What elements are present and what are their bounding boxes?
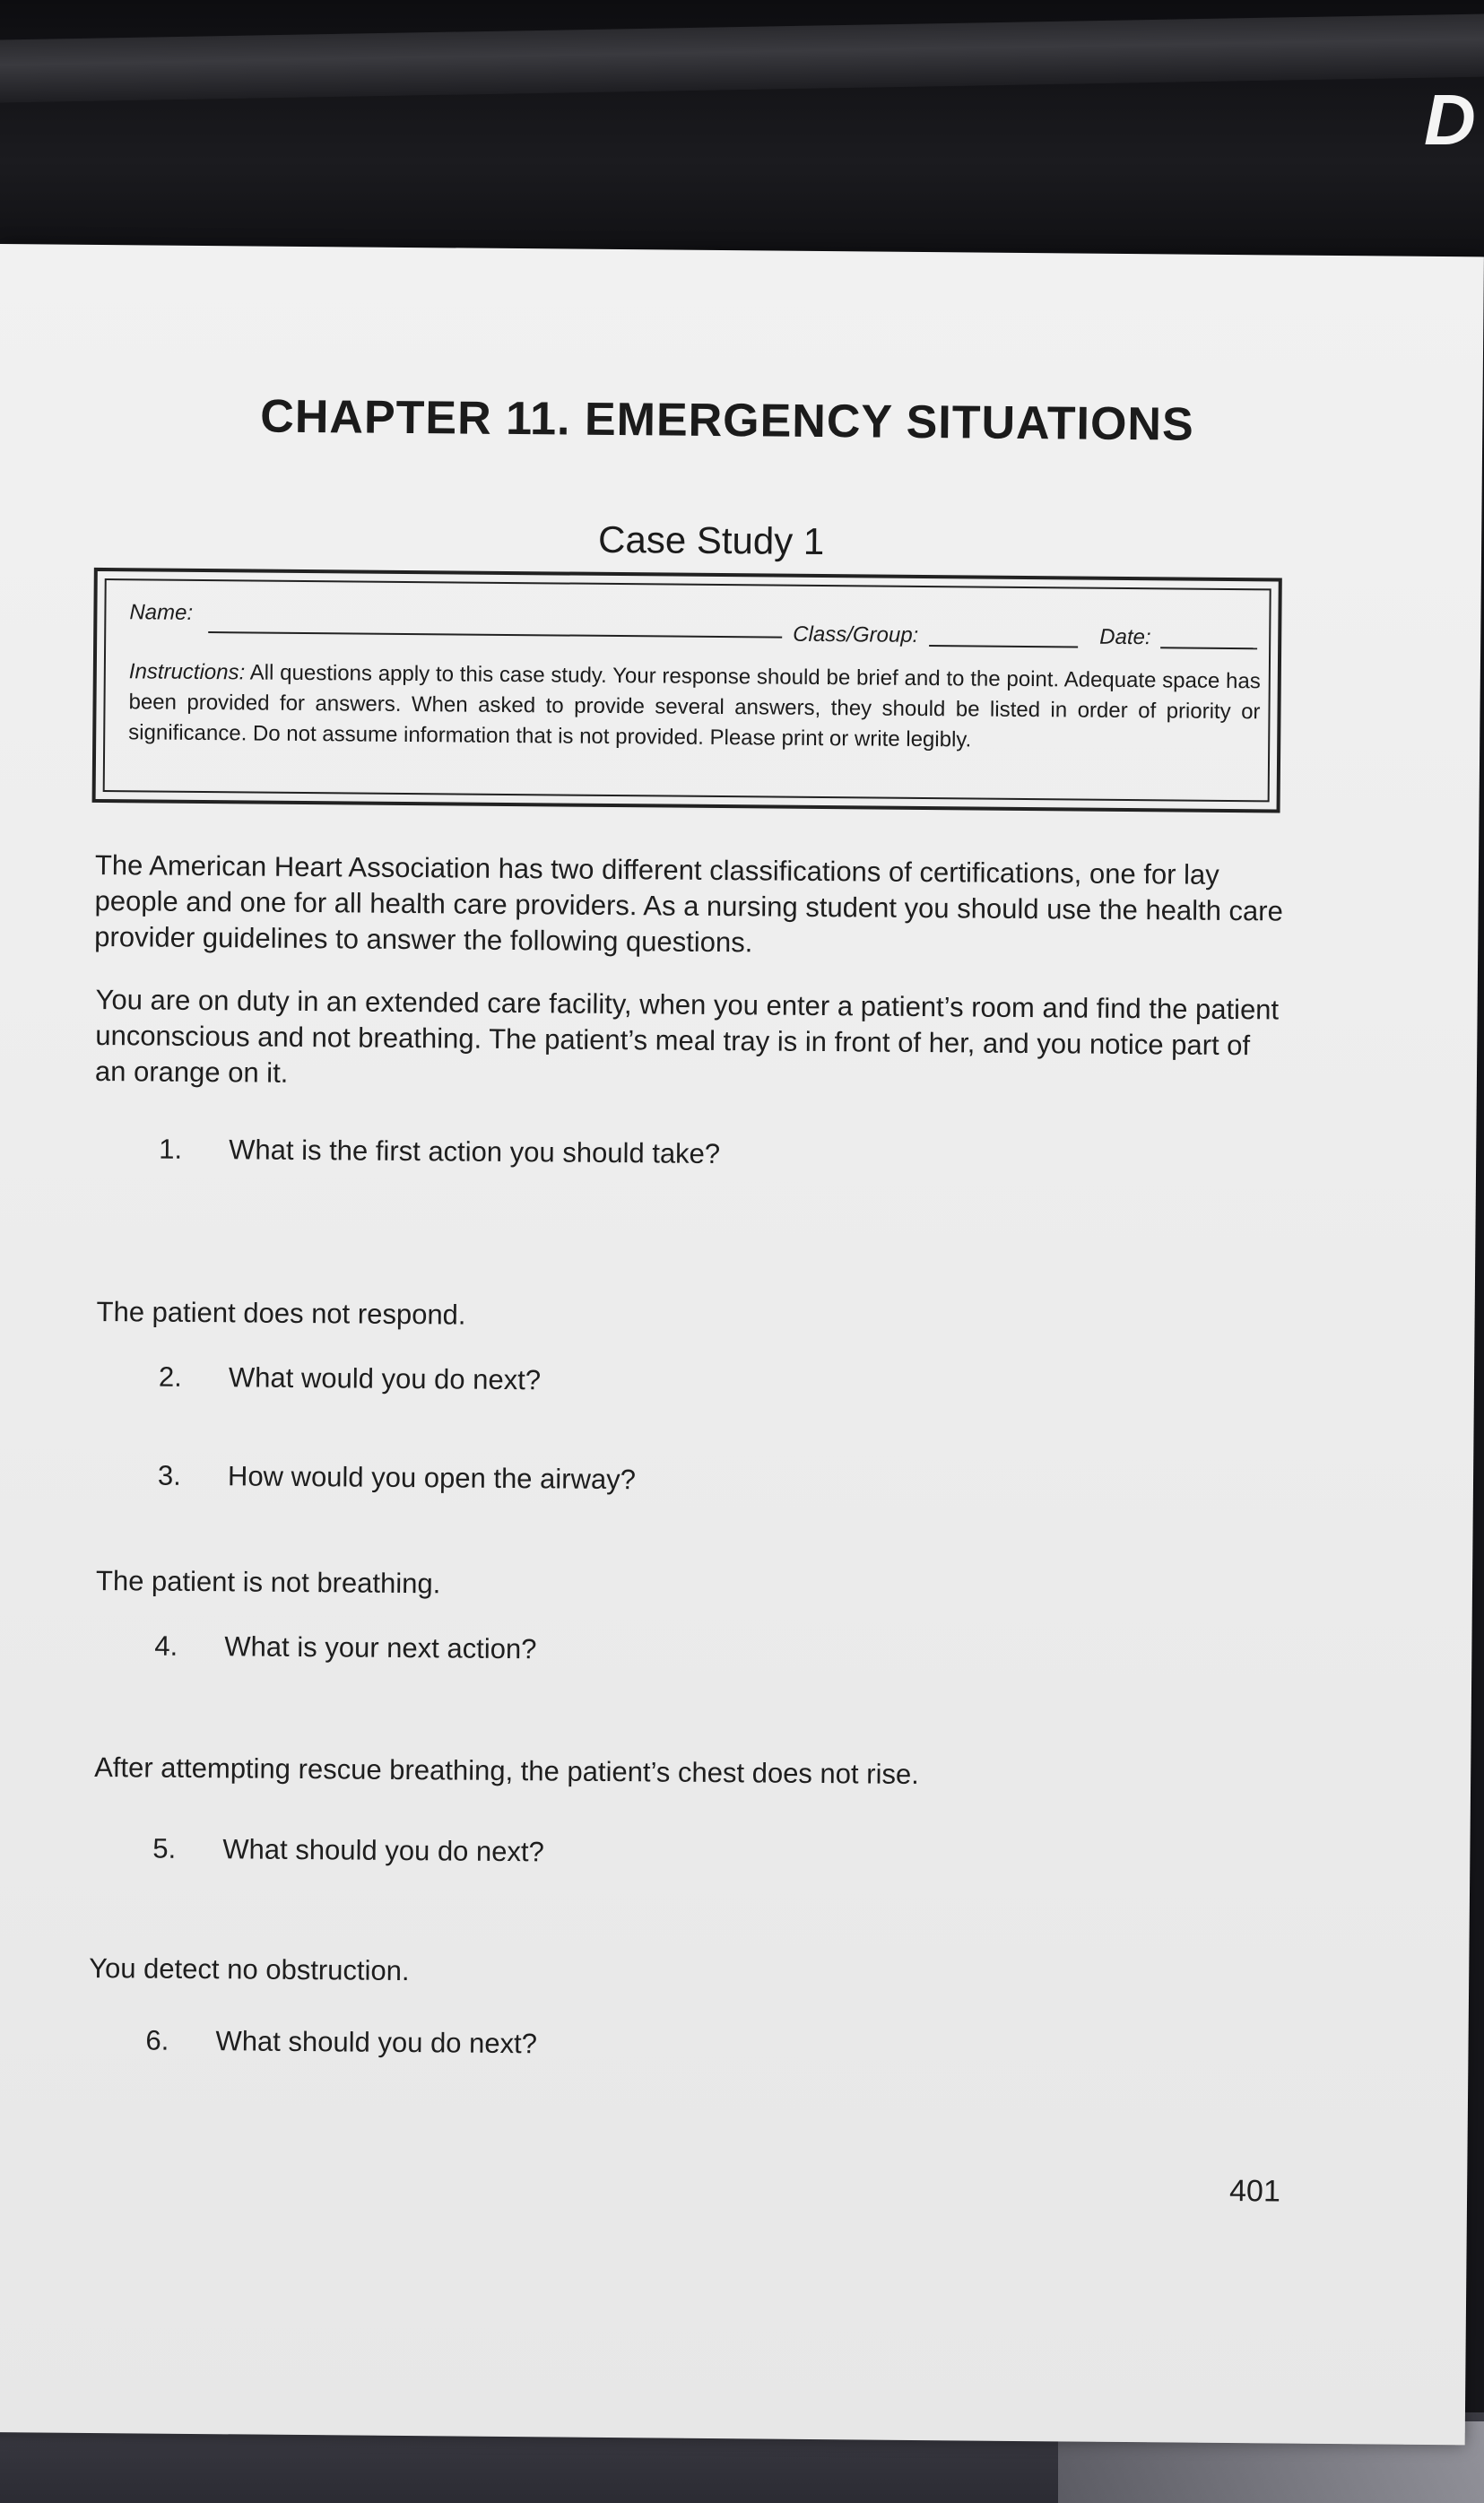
name-field[interactable] xyxy=(208,631,782,639)
question-text: What should you do next? xyxy=(222,1833,544,1868)
statement-chest-no-rise: After attempting rescue breathing, the patient’s chest does not rise. xyxy=(94,1751,919,1791)
statement-no-obstruction: You detect no obstruction. xyxy=(89,1951,410,1987)
name-label: Name: xyxy=(129,600,194,625)
worksheet-page xyxy=(0,244,1484,2445)
date-label: Date: xyxy=(1099,624,1151,650)
question-number: 2. xyxy=(158,1360,182,1393)
question-number: 3. xyxy=(157,1459,182,1491)
class-group-field[interactable] xyxy=(929,645,1078,647)
student-info-box xyxy=(92,568,1282,813)
instructions-text: All questions apply to this case study. Your response should be brief and to the point. Adequate space has been provided for answers. When asked to provide several answers, they should be listed in order of priority or significance. Do not assume information that is not provided. Please print or write legibly. xyxy=(128,660,1261,752)
question-text: What should you do next? xyxy=(215,2025,538,2060)
case-study-title: Case Study 1 xyxy=(597,517,825,563)
question-text: What would you do next? xyxy=(228,1361,542,1396)
question-1 xyxy=(159,1134,720,1170)
statement-no-respond: The patient does not respond. xyxy=(96,1295,466,1331)
student-info-inner-border xyxy=(103,578,1271,802)
question-4 xyxy=(154,1630,536,1666)
corner-letter: D xyxy=(1424,80,1476,160)
chapter-title: CHAPTER 11. EMERGENCY SITUATIONS xyxy=(260,390,1194,451)
question-number: 6. xyxy=(145,2024,169,2056)
question-text: What is your next action? xyxy=(224,1630,537,1665)
instructions-label: Instructions: xyxy=(128,659,246,685)
statement-not-breathing: The patient is not breathing. xyxy=(95,1564,441,1600)
class-group-label: Class/Group: xyxy=(793,621,919,647)
question-text: What is the first action you should take? xyxy=(229,1134,721,1170)
question-number: 5. xyxy=(152,1832,177,1864)
instructions xyxy=(128,656,1261,758)
question-number: 1. xyxy=(159,1133,183,1165)
question-6 xyxy=(145,2024,537,2060)
question-2 xyxy=(159,1361,541,1397)
question-number: 4. xyxy=(154,1630,178,1662)
intro-paragraph: The American Heart Association has two different classifications of certifications, one for lay people and one for all health care providers. As a nursing student you should use the health care provider guidelines to answer the following questions. xyxy=(94,848,1283,959)
scenario-paragraph: You are on duty in an extended care facility, when you enter a patient’s room and find the patient unconscious and not breathing. The patient’s meal tray is in front of her, and you notice part of an orange on it. xyxy=(94,983,1280,1089)
student-fields xyxy=(129,600,1259,655)
question-3 xyxy=(158,1460,636,1497)
date-field[interactable] xyxy=(1160,647,1257,649)
page-number: 401 xyxy=(1228,2174,1281,2209)
question-5 xyxy=(152,1833,544,1869)
question-text: How would you open the airway? xyxy=(227,1460,637,1496)
